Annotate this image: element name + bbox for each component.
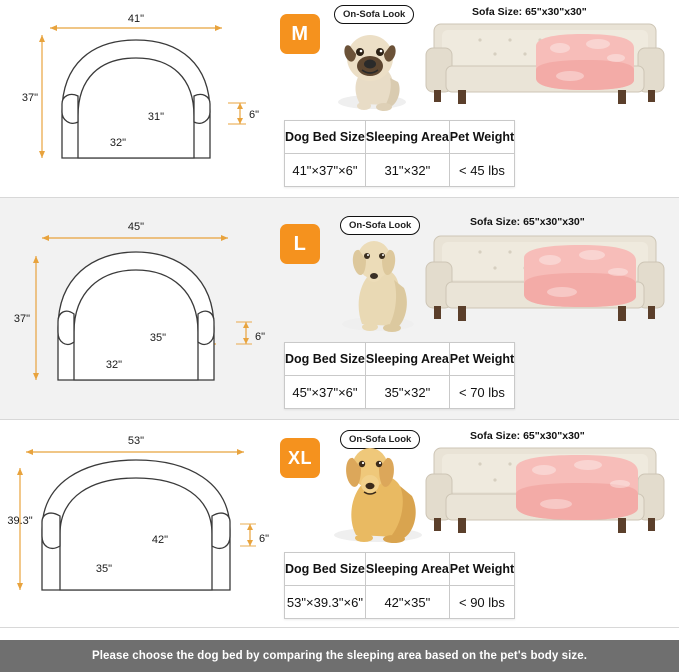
sofa-with-bed-image-m <box>420 18 670 112</box>
bed-diagram-svg-xl <box>0 420 272 628</box>
value-pet-weight: < 45 lbs <box>449 154 514 187</box>
spec-table-m <box>284 120 515 187</box>
size-row-m <box>0 0 679 198</box>
on-sofa-tag-m: On-Sofa Look <box>334 5 414 24</box>
dim-sleep-width-xl: 42" <box>151 534 169 546</box>
bed-diagram-svg-l <box>0 198 272 420</box>
header-bed-size: Dog Bed Size <box>285 343 366 376</box>
size-badge-l: L <box>280 224 320 264</box>
size-badge-m: M <box>280 14 320 54</box>
spec-table-xl <box>284 552 515 619</box>
dim-width-xl: 53" <box>127 435 145 447</box>
size-row-xl <box>0 420 679 628</box>
dim-height-xl: 39.3" <box>7 515 33 527</box>
sofa-size-label-m: Sofa Size: 65"x30"x30" <box>472 6 587 18</box>
size-row-l <box>0 198 679 420</box>
header-sleeping-area: Sleeping Area <box>365 121 449 154</box>
dim-sleep-depth-xl: 35" <box>95 563 113 575</box>
table-row <box>285 154 515 187</box>
bed-diagram-svg-m <box>0 0 272 198</box>
sofa-with-bed-image-xl <box>420 442 670 544</box>
header-pet-weight: Pet Weight <box>449 343 514 376</box>
golden-retriever-dog-image <box>322 438 434 543</box>
table-row <box>285 376 515 409</box>
table-row <box>285 343 515 376</box>
header-sleeping-area: Sleeping Area <box>365 553 449 586</box>
sofa-size-label-xl: Sofa Size: 65"x30"x30" <box>470 430 585 442</box>
footer-note: Please choose the dog bed by comparing the sleeping area based on the pet's body size. <box>0 640 679 672</box>
header-pet-weight: Pet Weight <box>449 553 514 586</box>
sofa-with-bed-image-l <box>420 230 670 334</box>
on-sofa-tag-l: On-Sofa Look <box>340 216 420 235</box>
dim-width-m: 41" <box>127 13 145 25</box>
size-badge-xl: XL <box>280 438 320 478</box>
row-content-xl <box>272 420 679 627</box>
table-row <box>285 121 515 154</box>
dim-thickness-xl: 6" <box>258 533 270 545</box>
dim-sleep-depth-m: 32" <box>109 137 127 149</box>
value-pet-weight: < 70 lbs <box>449 376 514 409</box>
sofa-size-label-l: Sofa Size: 65"x30"x30" <box>470 216 585 228</box>
value-bed-size: 53"×39.3"×6" <box>285 586 366 619</box>
dimension-drawing-xl <box>0 420 272 627</box>
row-content-m <box>272 0 679 197</box>
dim-thickness-l: 6" <box>254 331 266 343</box>
spec-table-l <box>284 342 515 409</box>
labrador-dog-image <box>328 228 428 333</box>
dim-width-l: 45" <box>127 221 145 233</box>
header-bed-size: Dog Bed Size <box>285 121 366 154</box>
table-row <box>285 586 515 619</box>
value-sleeping-area: 31"×32" <box>365 154 449 187</box>
dim-height-l: 37" <box>13 313 31 325</box>
header-bed-size: Dog Bed Size <box>285 553 366 586</box>
value-pet-weight: < 90 lbs <box>449 586 514 619</box>
value-bed-size: 45"×37"×6" <box>285 376 366 409</box>
dim-sleep-width-m: 31" <box>147 111 165 123</box>
table-row <box>285 553 515 586</box>
dimension-drawing-l <box>0 198 272 419</box>
value-sleeping-area: 42"×35" <box>365 586 449 619</box>
value-bed-size: 41"×37"×6" <box>285 154 366 187</box>
row-content-l <box>272 198 679 419</box>
dim-sleep-depth-l: 32" <box>105 359 123 371</box>
header-pet-weight: Pet Weight <box>449 121 514 154</box>
dim-height-m: 37" <box>21 92 39 104</box>
value-sleeping-area: 35"×32" <box>365 376 449 409</box>
dimension-drawing-m <box>0 0 272 197</box>
dim-sleep-width-l: 35" <box>149 332 167 344</box>
pug-dog-image <box>324 20 420 112</box>
dim-thickness-m: 6" <box>248 109 260 121</box>
on-sofa-tag-xl: On-Sofa Look <box>340 430 420 449</box>
header-sleeping-area: Sleeping Area <box>365 343 449 376</box>
